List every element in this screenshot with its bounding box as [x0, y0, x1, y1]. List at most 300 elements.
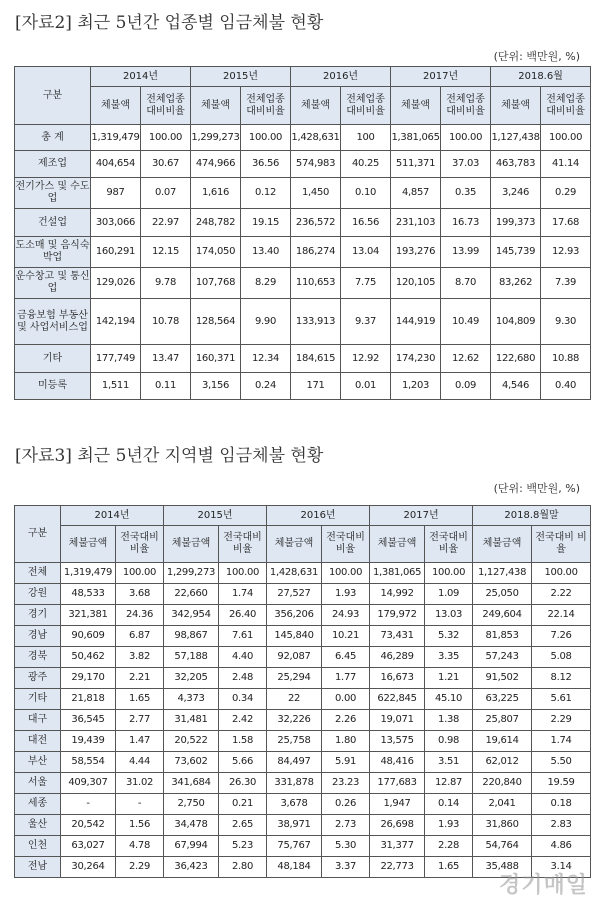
amount-cell: 186,274: [291, 237, 341, 268]
ratio-cell: 3.35: [425, 647, 473, 668]
ratio-cell: 22.14: [532, 605, 591, 626]
ratio-cell: 16.56: [341, 209, 391, 237]
amount-cell: 31,377: [370, 836, 425, 857]
amount-cell: 511,371: [391, 151, 441, 178]
table-row: [15, 209, 591, 237]
row-label: 부산: [15, 752, 61, 773]
ratio-cell: 5.66: [219, 752, 267, 773]
amount-cell: 90,609: [61, 626, 116, 647]
amount-cell: 36,423: [164, 857, 219, 878]
ratio-cell: 7.26: [532, 626, 591, 647]
row-label: 서울: [15, 773, 61, 794]
amount-cell: 4,373: [164, 689, 219, 710]
ratio-cell: 10.21: [322, 626, 370, 647]
amount-cell: 987: [91, 178, 141, 209]
ratio-cell: 1.80: [322, 731, 370, 752]
amount-cell: 26,698: [370, 815, 425, 836]
row-label: 미등록: [15, 373, 91, 400]
year-header: 2017년: [370, 506, 473, 526]
ratio-header: 전국대비 비율: [219, 526, 267, 563]
ratio-cell: 16.73: [441, 209, 491, 237]
amount-header: 체불금액: [164, 526, 219, 563]
amount-cell: 145,739: [491, 237, 541, 268]
ratio-cell: 3.68: [116, 584, 164, 605]
ratio-cell: 9.30: [541, 299, 591, 345]
amount-cell: 32,226: [267, 710, 322, 731]
row-label: 인천: [15, 836, 61, 857]
amount-cell: 236,572: [291, 209, 341, 237]
amount-cell: 25,758: [267, 731, 322, 752]
amount-cell: 622,845: [370, 689, 425, 710]
amount-cell: 73,431: [370, 626, 425, 647]
ratio-cell: 37.03: [441, 151, 491, 178]
corner-header: 구분: [15, 506, 61, 563]
ratio-cell: 8.12: [532, 668, 591, 689]
ratio-cell: 1.93: [425, 815, 473, 836]
table-row: [15, 268, 591, 299]
ratio-cell: 0.18: [532, 794, 591, 815]
amount-cell: 48,184: [267, 857, 322, 878]
ratio-cell: -: [116, 794, 164, 815]
ratio-cell: 4.78: [116, 836, 164, 857]
ratio-cell: 9.78: [141, 268, 191, 299]
amount-cell: 171: [291, 373, 341, 400]
amount-cell: 321,381: [61, 605, 116, 626]
ratio-cell: 1.74: [532, 731, 591, 752]
ratio-cell: 1.38: [425, 710, 473, 731]
ratio-cell: 1.58: [219, 731, 267, 752]
amount-cell: 3,678: [267, 794, 322, 815]
amount-cell: 2,750: [164, 794, 219, 815]
ratio-cell: 100.00: [241, 125, 291, 151]
ratio-cell: 2.42: [219, 710, 267, 731]
amount-cell: 22,773: [370, 857, 425, 878]
amount-cell: 1,428,631: [267, 563, 322, 584]
amount-cell: 29,170: [61, 668, 116, 689]
table-row: [15, 836, 591, 857]
row-label: 광주: [15, 668, 61, 689]
amount-cell: 91,502: [473, 668, 532, 689]
table-row: [15, 731, 591, 752]
ratio-cell: 3.14: [532, 857, 591, 878]
ratio-cell: 3.51: [425, 752, 473, 773]
year-header: 2014년: [61, 506, 164, 526]
ratio-header: 전국대비 비율: [425, 526, 473, 563]
table-row: [15, 563, 591, 584]
ratio-cell: 2.21: [116, 668, 164, 689]
row-label: 울산: [15, 815, 61, 836]
amount-cell: 331,878: [267, 773, 322, 794]
ratio-cell: 5.61: [532, 689, 591, 710]
ratio-cell: 2.73: [322, 815, 370, 836]
amount-cell: 1,203: [391, 373, 441, 400]
amount-cell: 174,230: [391, 345, 441, 373]
amount-cell: 62,012: [473, 752, 532, 773]
amount-cell: 22: [267, 689, 322, 710]
ratio-cell: 9.37: [341, 299, 391, 345]
ratio-cell: 10.78: [141, 299, 191, 345]
ratio-cell: 8.70: [441, 268, 491, 299]
ratio-cell: 100.00: [322, 563, 370, 584]
table-row: [15, 626, 591, 647]
amount-cell: 21,818: [61, 689, 116, 710]
amount-cell: 58,554: [61, 752, 116, 773]
ratio-cell: 0.10: [341, 178, 391, 209]
ratio-cell: 2.83: [532, 815, 591, 836]
ratio-cell: 1.74: [219, 584, 267, 605]
amount-header: 체불액: [91, 87, 141, 125]
ratio-cell: 0.07: [141, 178, 191, 209]
row-label: 도소매 및 음식숙박업: [15, 237, 91, 268]
amount-cell: 19,071: [370, 710, 425, 731]
ratio-cell: 13.03: [425, 605, 473, 626]
row-label: 총 계: [15, 125, 91, 151]
ratio-cell: 36.56: [241, 151, 291, 178]
ratio-cell: 3.82: [116, 647, 164, 668]
ratio-cell: 100.00: [219, 563, 267, 584]
amount-cell: 19,614: [473, 731, 532, 752]
amount-cell: 356,206: [267, 605, 322, 626]
table-row: [15, 689, 591, 710]
amount-cell: 36,545: [61, 710, 116, 731]
ratio-cell: 23.23: [322, 773, 370, 794]
row-label: 경기: [15, 605, 61, 626]
amount-cell: 199,373: [491, 209, 541, 237]
ratio-cell: 0.98: [425, 731, 473, 752]
amount-cell: 104,809: [491, 299, 541, 345]
ratio-cell: 5.50: [532, 752, 591, 773]
ratio-cell: 1.47: [116, 731, 164, 752]
ratio-cell: 24.93: [322, 605, 370, 626]
amount-cell: 92,087: [267, 647, 322, 668]
row-label: 제조업: [15, 151, 91, 178]
ratio-cell: 1.65: [116, 689, 164, 710]
amount-header: 체불액: [191, 87, 241, 125]
table-row: [15, 237, 591, 268]
amount-cell: 54,764: [473, 836, 532, 857]
amount-cell: 1,450: [291, 178, 341, 209]
amount-cell: 463,783: [491, 151, 541, 178]
ratio-cell: 0.00: [322, 689, 370, 710]
amount-cell: 25,050: [473, 584, 532, 605]
ratio-cell: 100.00: [141, 125, 191, 151]
amount-cell: -: [61, 794, 116, 815]
amount-cell: 63,225: [473, 689, 532, 710]
row-label: 대구: [15, 710, 61, 731]
ratio-cell: 12.62: [441, 345, 491, 373]
amount-cell: 4,546: [491, 373, 541, 400]
amount-cell: 184,615: [291, 345, 341, 373]
ratio-cell: 0.11: [141, 373, 191, 400]
ratio-cell: 40.25: [341, 151, 391, 178]
ratio-cell: 3.37: [322, 857, 370, 878]
amount-cell: 63,027: [61, 836, 116, 857]
ratio-cell: 0.12: [241, 178, 291, 209]
table2-title: [자료2] 최근 5년간 업종별 임금체불 현황: [15, 13, 324, 33]
amount-header: 체불액: [291, 87, 341, 125]
amount-cell: 1,299,273: [164, 563, 219, 584]
ratio-header: 전국대비 비율: [322, 526, 370, 563]
amount-cell: 1,299,273: [191, 125, 241, 151]
ratio-cell: 1.93: [322, 584, 370, 605]
amount-cell: 84,497: [267, 752, 322, 773]
ratio-cell: 2.28: [425, 836, 473, 857]
amount-cell: 179,972: [370, 605, 425, 626]
amount-cell: 129,026: [91, 268, 141, 299]
amount-cell: 19,439: [61, 731, 116, 752]
table-row: [15, 668, 591, 689]
ratio-cell: 5.32: [425, 626, 473, 647]
year-header: 2017년: [391, 67, 491, 87]
ratio-cell: 10.49: [441, 299, 491, 345]
ratio-cell: 26.30: [219, 773, 267, 794]
row-label: 경북: [15, 647, 61, 668]
amount-header: 체불금액: [370, 526, 425, 563]
year-header: 2015년: [191, 67, 291, 87]
table-row: [15, 773, 591, 794]
ratio-cell: 1.56: [116, 815, 164, 836]
ratio-header: 전국대비 비율: [116, 526, 164, 563]
ratio-header: 전체업종 대비비율: [241, 87, 291, 125]
ratio-cell: 7.39: [541, 268, 591, 299]
ratio-cell: 13.04: [341, 237, 391, 268]
amount-cell: 133,913: [291, 299, 341, 345]
amount-cell: 67,994: [164, 836, 219, 857]
year-header: 2016년: [291, 67, 391, 87]
ratio-cell: 100: [341, 125, 391, 151]
corner-header: 구분: [15, 67, 91, 125]
year-header: 2018.8월말: [473, 506, 591, 526]
amount-header: 체불금액: [61, 526, 116, 563]
amount-cell: 1,319,479: [61, 563, 116, 584]
amount-cell: 13,575: [370, 731, 425, 752]
row-label: 세종: [15, 794, 61, 815]
amount-cell: 144,919: [391, 299, 441, 345]
ratio-cell: 5.08: [532, 647, 591, 668]
ratio-cell: 0.21: [219, 794, 267, 815]
amount-cell: 160,291: [91, 237, 141, 268]
row-label: 금융보험 부동산 및 사업서비스업: [15, 299, 91, 345]
amount-cell: 57,188: [164, 647, 219, 668]
amount-cell: 83,262: [491, 268, 541, 299]
amount-cell: 474,966: [191, 151, 241, 178]
ratio-cell: 5.30: [322, 836, 370, 857]
ratio-cell: 41.14: [541, 151, 591, 178]
amount-cell: 193,276: [391, 237, 441, 268]
ratio-cell: 1.09: [425, 584, 473, 605]
amount-cell: 220,840: [473, 773, 532, 794]
amount-cell: 20,542: [61, 815, 116, 836]
table-row: [15, 345, 591, 373]
ratio-cell: 100.00: [541, 125, 591, 151]
ratio-cell: 0.01: [341, 373, 391, 400]
amount-cell: 22,660: [164, 584, 219, 605]
ratio-cell: 6.45: [322, 647, 370, 668]
row-label: 강원: [15, 584, 61, 605]
ratio-cell: 6.87: [116, 626, 164, 647]
ratio-cell: 4.40: [219, 647, 267, 668]
ratio-cell: 100.00: [532, 563, 591, 584]
ratio-header: 전국대비 비율: [532, 526, 591, 563]
amount-cell: 2,041: [473, 794, 532, 815]
amount-cell: 128,564: [191, 299, 241, 345]
amount-cell: 73,602: [164, 752, 219, 773]
table-row: [15, 584, 591, 605]
amount-cell: 1,381,065: [391, 125, 441, 151]
amount-cell: 32,205: [164, 668, 219, 689]
year-header: 2014년: [91, 67, 191, 87]
ratio-cell: 4.44: [116, 752, 164, 773]
table-row: [15, 815, 591, 836]
amount-cell: 14,992: [370, 584, 425, 605]
row-label: 전체: [15, 563, 61, 584]
ratio-cell: 2.22: [532, 584, 591, 605]
row-label: 건설업: [15, 209, 91, 237]
amount-cell: 160,371: [191, 345, 241, 373]
amount-cell: 3,246: [491, 178, 541, 209]
ratio-cell: 13.40: [241, 237, 291, 268]
amount-header: 체불액: [391, 87, 441, 125]
amount-cell: 30,264: [61, 857, 116, 878]
ratio-cell: 2.26: [322, 710, 370, 731]
ratio-cell: 9.90: [241, 299, 291, 345]
industry-wage-arrears-table: [14, 66, 591, 400]
row-label: 기타: [15, 689, 61, 710]
ratio-cell: 1.77: [322, 668, 370, 689]
ratio-cell: 2.65: [219, 815, 267, 836]
amount-cell: 404,654: [91, 151, 141, 178]
amount-cell: 122,680: [491, 345, 541, 373]
ratio-cell: 12.87: [425, 773, 473, 794]
ratio-cell: 12.34: [241, 345, 291, 373]
amount-cell: 34,478: [164, 815, 219, 836]
table-row: [15, 151, 591, 178]
table3-title: [자료3] 최근 5년간 지역별 임금체불 현황: [15, 446, 324, 466]
amount-cell: 145,840: [267, 626, 322, 647]
amount-cell: 46,289: [370, 647, 425, 668]
table-row: [15, 605, 591, 626]
amount-cell: 1,616: [191, 178, 241, 209]
amount-cell: 98,867: [164, 626, 219, 647]
table-row: [15, 752, 591, 773]
ratio-cell: 4.86: [532, 836, 591, 857]
amount-cell: 31,481: [164, 710, 219, 731]
table2-unit: (단위: 백만원, %): [493, 50, 580, 63]
ratio-cell: 17.68: [541, 209, 591, 237]
table-row: [15, 710, 591, 731]
amount-cell: 57,243: [473, 647, 532, 668]
amount-cell: 1,428,631: [291, 125, 341, 151]
amount-cell: 142,194: [91, 299, 141, 345]
amount-cell: 31,860: [473, 815, 532, 836]
amount-cell: 1,947: [370, 794, 425, 815]
ratio-cell: 2.29: [116, 857, 164, 878]
table-row: [15, 373, 591, 400]
amount-cell: 16,673: [370, 668, 425, 689]
amount-cell: 409,307: [61, 773, 116, 794]
amount-cell: 120,105: [391, 268, 441, 299]
amount-cell: 177,749: [91, 345, 141, 373]
amount-cell: 248,782: [191, 209, 241, 237]
ratio-cell: 12.15: [141, 237, 191, 268]
ratio-cell: 0.09: [441, 373, 491, 400]
ratio-cell: 5.23: [219, 836, 267, 857]
ratio-header: 전체업종 대비비율: [341, 87, 391, 125]
amount-header: 체불금액: [267, 526, 322, 563]
table-row: [15, 178, 591, 209]
amount-cell: 1,319,479: [91, 125, 141, 151]
amount-cell: 48,416: [370, 752, 425, 773]
ratio-cell: 0.29: [541, 178, 591, 209]
row-label: 기타: [15, 345, 91, 373]
amount-cell: 38,971: [267, 815, 322, 836]
table-row: [15, 125, 591, 151]
amount-cell: 177,683: [370, 773, 425, 794]
amount-cell: 1,127,438: [491, 125, 541, 151]
amount-cell: 174,050: [191, 237, 241, 268]
ratio-header: 전체업종 대비비율: [141, 87, 191, 125]
ratio-cell: 13.99: [441, 237, 491, 268]
ratio-header: 전체업종 대비비율: [441, 87, 491, 125]
amount-cell: 48,533: [61, 584, 116, 605]
amount-cell: 50,462: [61, 647, 116, 668]
amount-cell: 110,653: [291, 268, 341, 299]
row-label: 전기가스 및 수도업: [15, 178, 91, 209]
amount-cell: 27,527: [267, 584, 322, 605]
amount-header: 체불금액: [473, 526, 532, 563]
amount-cell: 75,767: [267, 836, 322, 857]
amount-cell: 231,103: [391, 209, 441, 237]
amount-cell: 249,604: [473, 605, 532, 626]
amount-cell: 1,381,065: [370, 563, 425, 584]
amount-cell: 341,684: [164, 773, 219, 794]
amount-cell: 107,768: [191, 268, 241, 299]
table-row: [15, 299, 591, 345]
ratio-cell: 24.36: [116, 605, 164, 626]
row-label: 경남: [15, 626, 61, 647]
ratio-cell: 1.21: [425, 668, 473, 689]
ratio-cell: 0.24: [241, 373, 291, 400]
amount-cell: 25,294: [267, 668, 322, 689]
ratio-cell: 0.35: [441, 178, 491, 209]
row-label: 전남: [15, 857, 61, 878]
row-label: 운수창고 및 통신업: [15, 268, 91, 299]
ratio-cell: 10.88: [541, 345, 591, 373]
ratio-cell: 0.14: [425, 794, 473, 815]
amount-cell: 1,127,438: [473, 563, 532, 584]
ratio-cell: 2.77: [116, 710, 164, 731]
watermark-logo: 경기매일: [498, 873, 588, 898]
amount-header: 체불액: [491, 87, 541, 125]
ratio-cell: 8.29: [241, 268, 291, 299]
ratio-cell: 13.47: [141, 345, 191, 373]
row-label: 대전: [15, 731, 61, 752]
year-header: 2015년: [164, 506, 267, 526]
ratio-cell: 7.61: [219, 626, 267, 647]
ratio-cell: 2.29: [532, 710, 591, 731]
ratio-cell: 12.93: [541, 237, 591, 268]
ratio-cell: 30.67: [141, 151, 191, 178]
year-header: 2016년: [267, 506, 370, 526]
ratio-cell: 0.34: [219, 689, 267, 710]
ratio-cell: 0.40: [541, 373, 591, 400]
amount-cell: 35,488: [473, 857, 532, 878]
amount-cell: 20,522: [164, 731, 219, 752]
ratio-cell: 2.80: [219, 857, 267, 878]
amount-cell: 3,156: [191, 373, 241, 400]
amount-cell: 1,511: [91, 373, 141, 400]
amount-cell: 303,066: [91, 209, 141, 237]
